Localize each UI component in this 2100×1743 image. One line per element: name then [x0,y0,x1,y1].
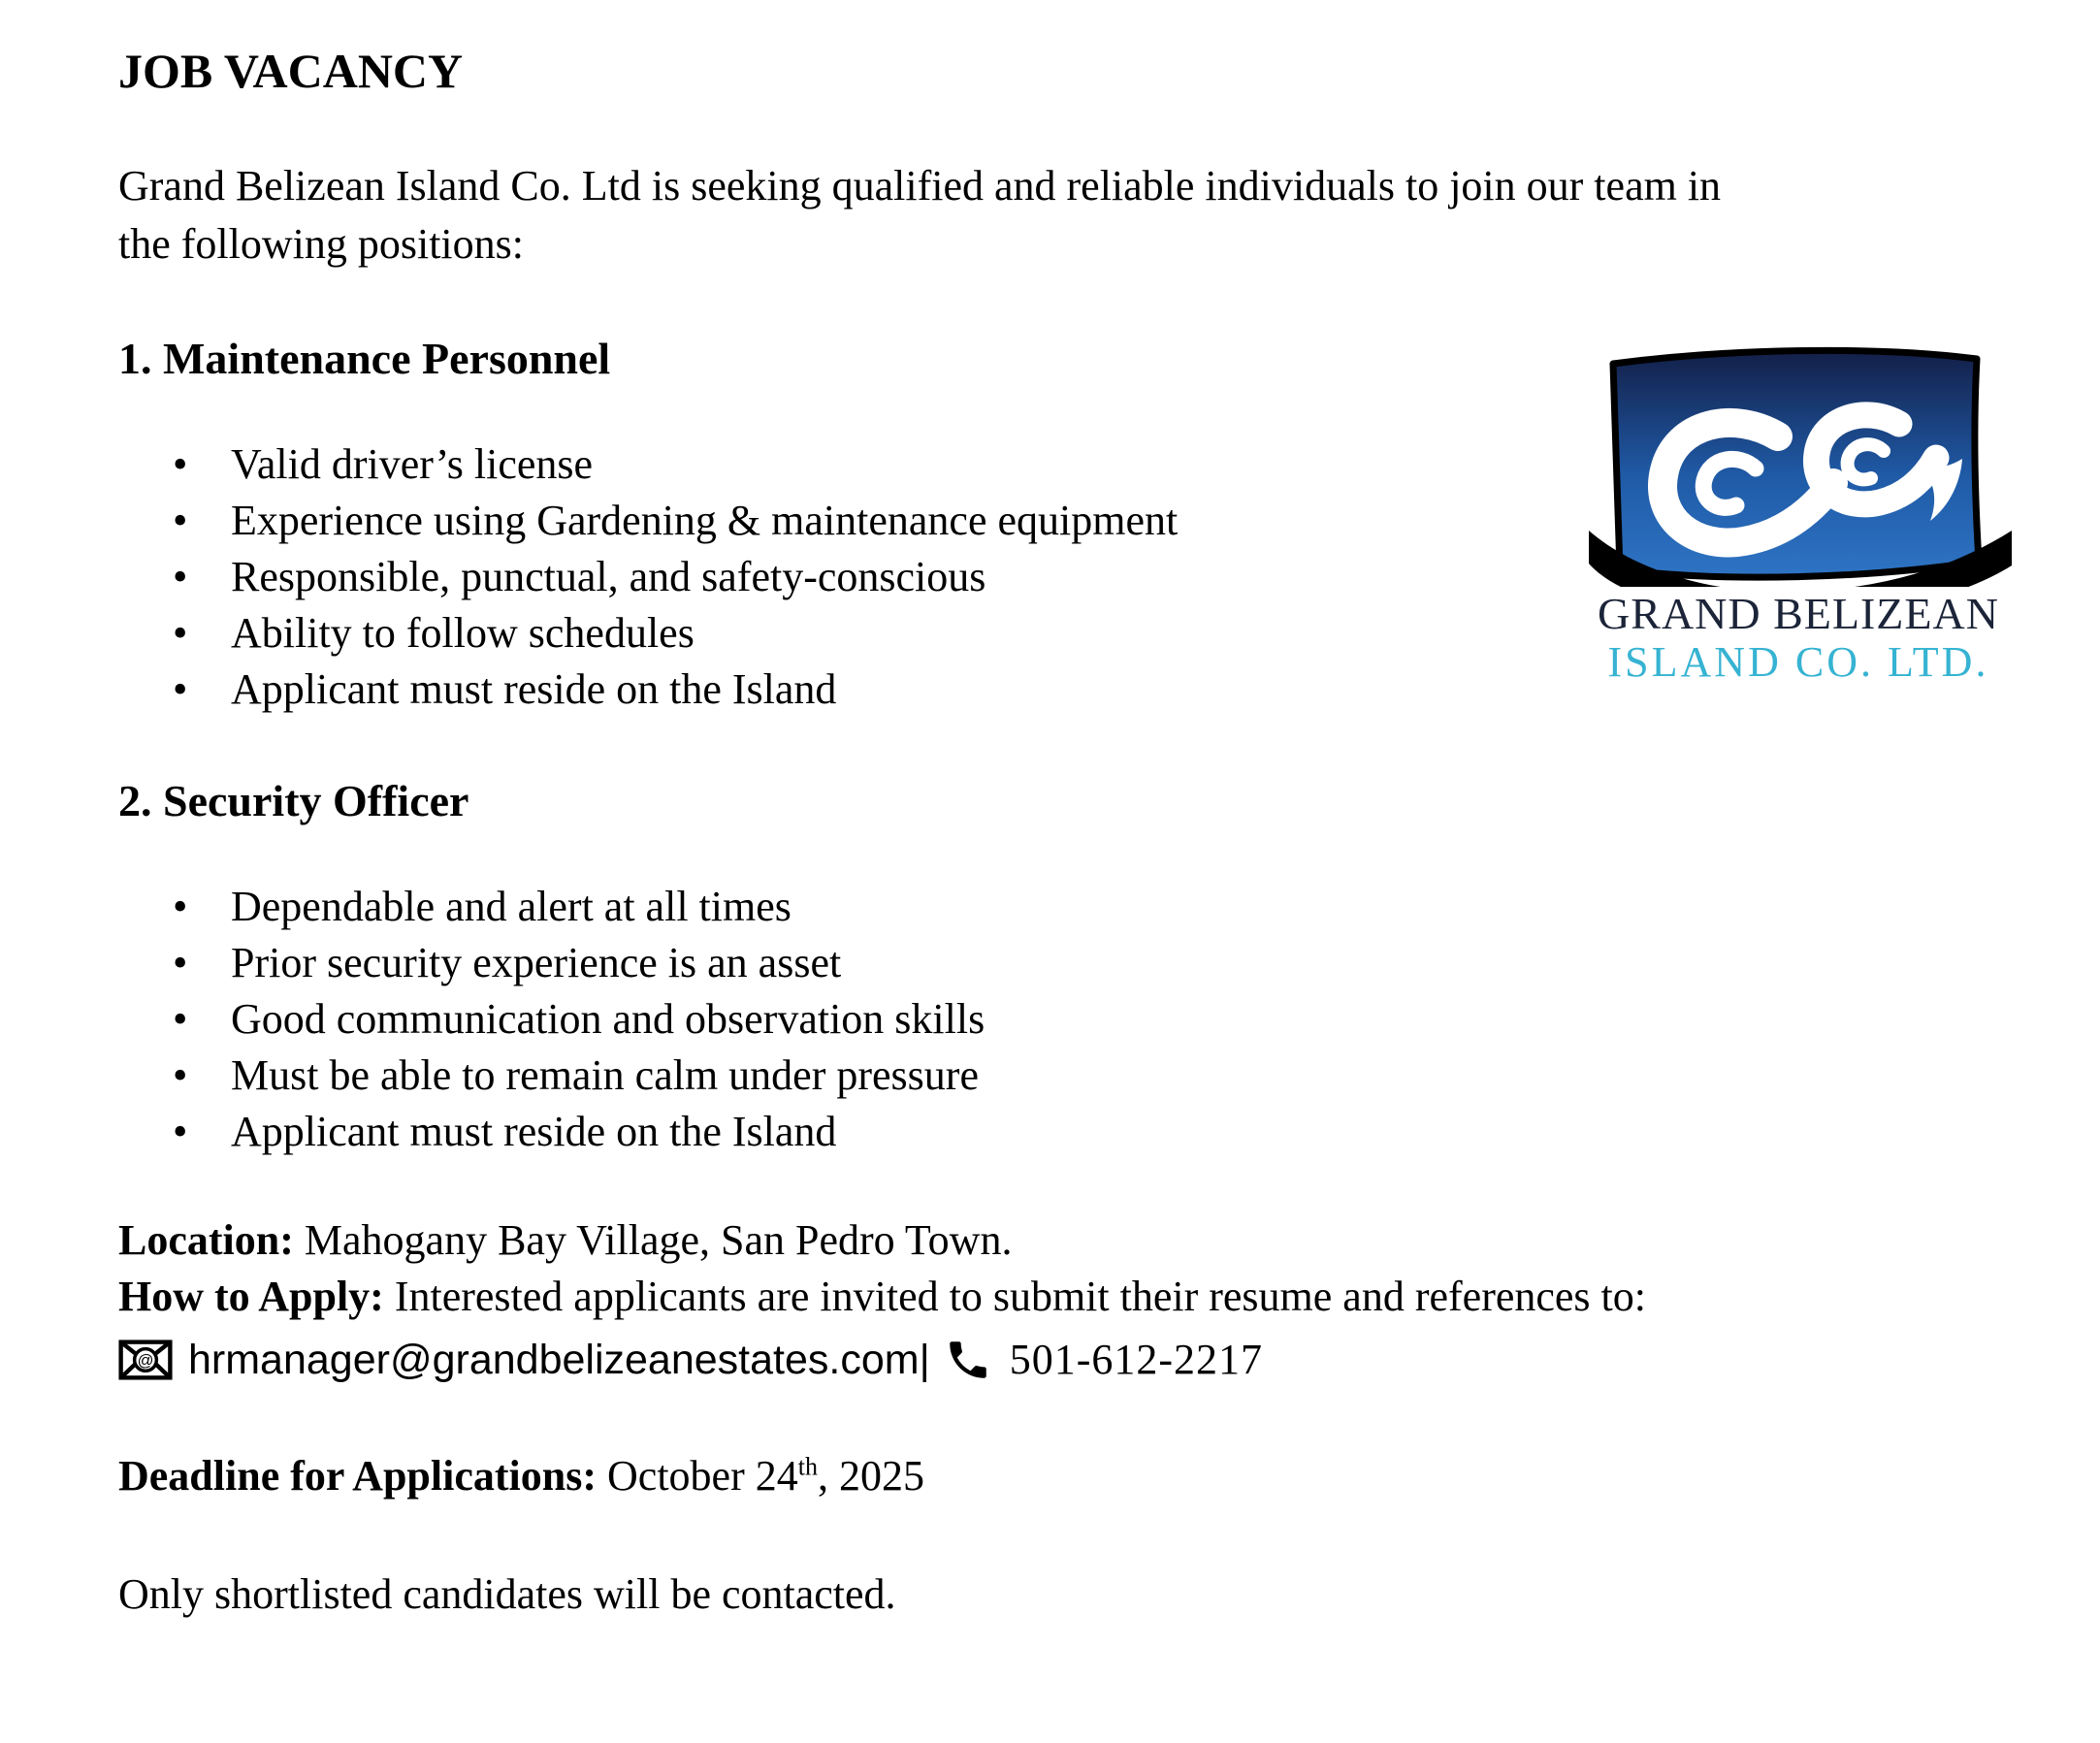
bullet-icon: • [173,440,188,488]
list-item-text: Applicant must reside on the Island [231,1108,837,1155]
list-item-text: Must be able to remain calm under pressure [231,1051,979,1099]
list-item-text: Applicant must reside on the Island [231,665,837,713]
list-item [118,1104,2013,1160]
how-to-apply-line [118,1269,2013,1325]
how-to-apply-value: Interested applicants are invited to submit their resume and references to: [383,1273,1647,1320]
list-item-text: Dependable and alert at all times [231,883,792,930]
security-requirements-list [118,879,2013,1160]
bullet-icon: • [173,939,188,986]
bullet-icon: • [173,1108,188,1155]
how-to-apply-label: How to Apply: [118,1273,384,1320]
application-details [118,1212,2013,1391]
at-glyph: @ [137,1351,154,1371]
bullet-icon: • [173,553,188,600]
list-item [118,935,2013,991]
phone-handset-icon [944,1336,992,1384]
list-item [118,1048,2013,1104]
deadline-year: , 2025 [817,1452,924,1500]
intro-line-1: Grand Belizean Island Co. Ltd is seeking qualified and reliable individuals to join our team in [118,162,1722,210]
section-title-security-officer: 2. Security Officer [118,776,469,825]
contact-phone: 501-612-2217 [1009,1336,1264,1383]
list-item-text: Experience using Gardening & maintenance equipment [231,497,1179,544]
deadline-line [118,1447,2013,1505]
bullet-icon: • [173,883,188,930]
intro-paragraph [118,157,2013,274]
list-item [118,879,2013,935]
location-value: Mahogany Bay Village, San Pedro Town. [293,1216,1013,1264]
contact-separator: | [919,1337,930,1383]
contact-email: hrmanager@grandbelizeanestates.com [188,1337,920,1383]
envelope-at-icon [118,1339,173,1381]
section-title-maintenance-personnel: 1. Maintenance Personnel [118,334,611,383]
footer-note: Only shortlisted candidates will be contacted. [118,1570,896,1618]
location-label: Location: [118,1216,294,1264]
page-title: JOB VACANCY [118,44,464,98]
bullet-icon: • [173,665,188,713]
intro-line-2: the following positions: [118,220,524,268]
location-line [118,1212,2013,1269]
company-logo [1579,344,2018,686]
list-item-text: Ability to follow schedules [231,609,695,657]
list-item-text: Good communication and observation skills [231,995,985,1043]
logo-wordmark-line1: GRAND BELIZEAN [1598,589,1999,638]
list-item-text: Responsible, punctual, and safety-conscious [231,553,986,600]
logo-wordmark-line2: ISLAND CO. LTD. [1607,638,1989,686]
list-item-text: Prior security experience is an asset [231,939,842,986]
list-item [118,991,2013,1048]
deadline-date: October 24 [597,1452,798,1500]
bullet-icon: • [173,995,188,1043]
deadline-ordinal: th [797,1452,818,1481]
bullet-icon: • [173,1051,188,1099]
contact-line [118,1329,2013,1391]
list-item-text: Valid driver’s license [231,440,594,488]
deadline-label: Deadline for Applications: [118,1452,598,1500]
wave-flag-icon [1579,344,2018,587]
bullet-icon: • [173,609,188,657]
bullet-icon: • [173,497,188,544]
